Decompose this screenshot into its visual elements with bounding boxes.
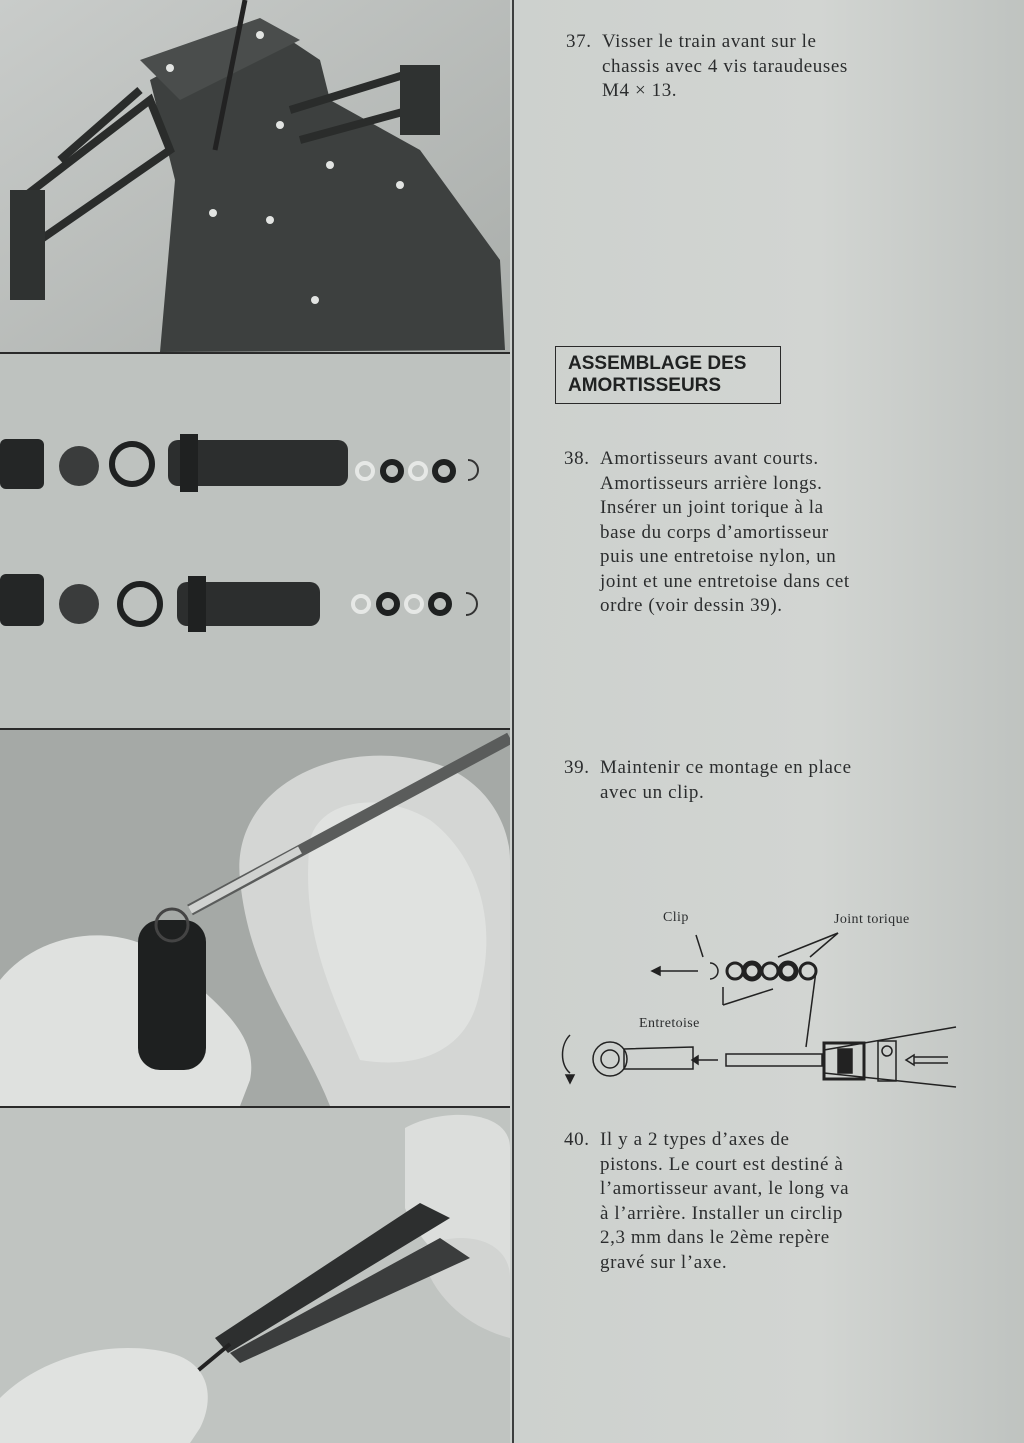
step-37 xyxy=(566,30,896,110)
step-39-number: 39. xyxy=(564,757,590,778)
assembly-diagram xyxy=(548,905,960,1095)
step-40-text: Il y a 2 types d’axes de pistons. Le court est destiné à l’amortisseur avant, le long va à l’arrière. Installer un circlip 2,3 mm dans le 2ème repère gravé sur l’axe. xyxy=(600,1129,850,1273)
step-38 xyxy=(564,447,904,627)
step-40-number: 40. xyxy=(564,1129,590,1150)
step-37-text: Visser le train avant sur le chassis avec 4 vis taraudeuses M4 × 13. xyxy=(602,31,848,101)
column-divider xyxy=(512,0,514,1443)
photo-chassis xyxy=(0,0,510,354)
label-clip: Clip xyxy=(663,910,689,925)
step-39 xyxy=(564,756,904,812)
diagram-drawing xyxy=(548,905,960,1095)
label-joint-torique: Joint torique xyxy=(834,912,910,927)
photo-shock-parts xyxy=(0,354,510,730)
label-entretoise: Entretoise xyxy=(639,1016,700,1031)
photo-pliers xyxy=(0,1108,510,1443)
section-heading: ASSEMBLAGE DES AMORTISSEURS xyxy=(555,346,781,404)
step-38-number: 38. xyxy=(564,448,590,469)
step-38-text: Amortisseurs avant courts. Amortisseurs arrière longs. Insérer un joint torique à la base du corps d’amortisseur puis une entretoise nylon, un joint et une entretoise dans cet ordre (voir dessin 39). xyxy=(600,448,850,616)
photo-hands-clip xyxy=(0,730,510,1108)
step-37-number: 37. xyxy=(566,31,592,52)
step-39-text: Maintenir ce montage en place avec un clip. xyxy=(600,757,852,803)
step-40 xyxy=(564,1128,904,1278)
